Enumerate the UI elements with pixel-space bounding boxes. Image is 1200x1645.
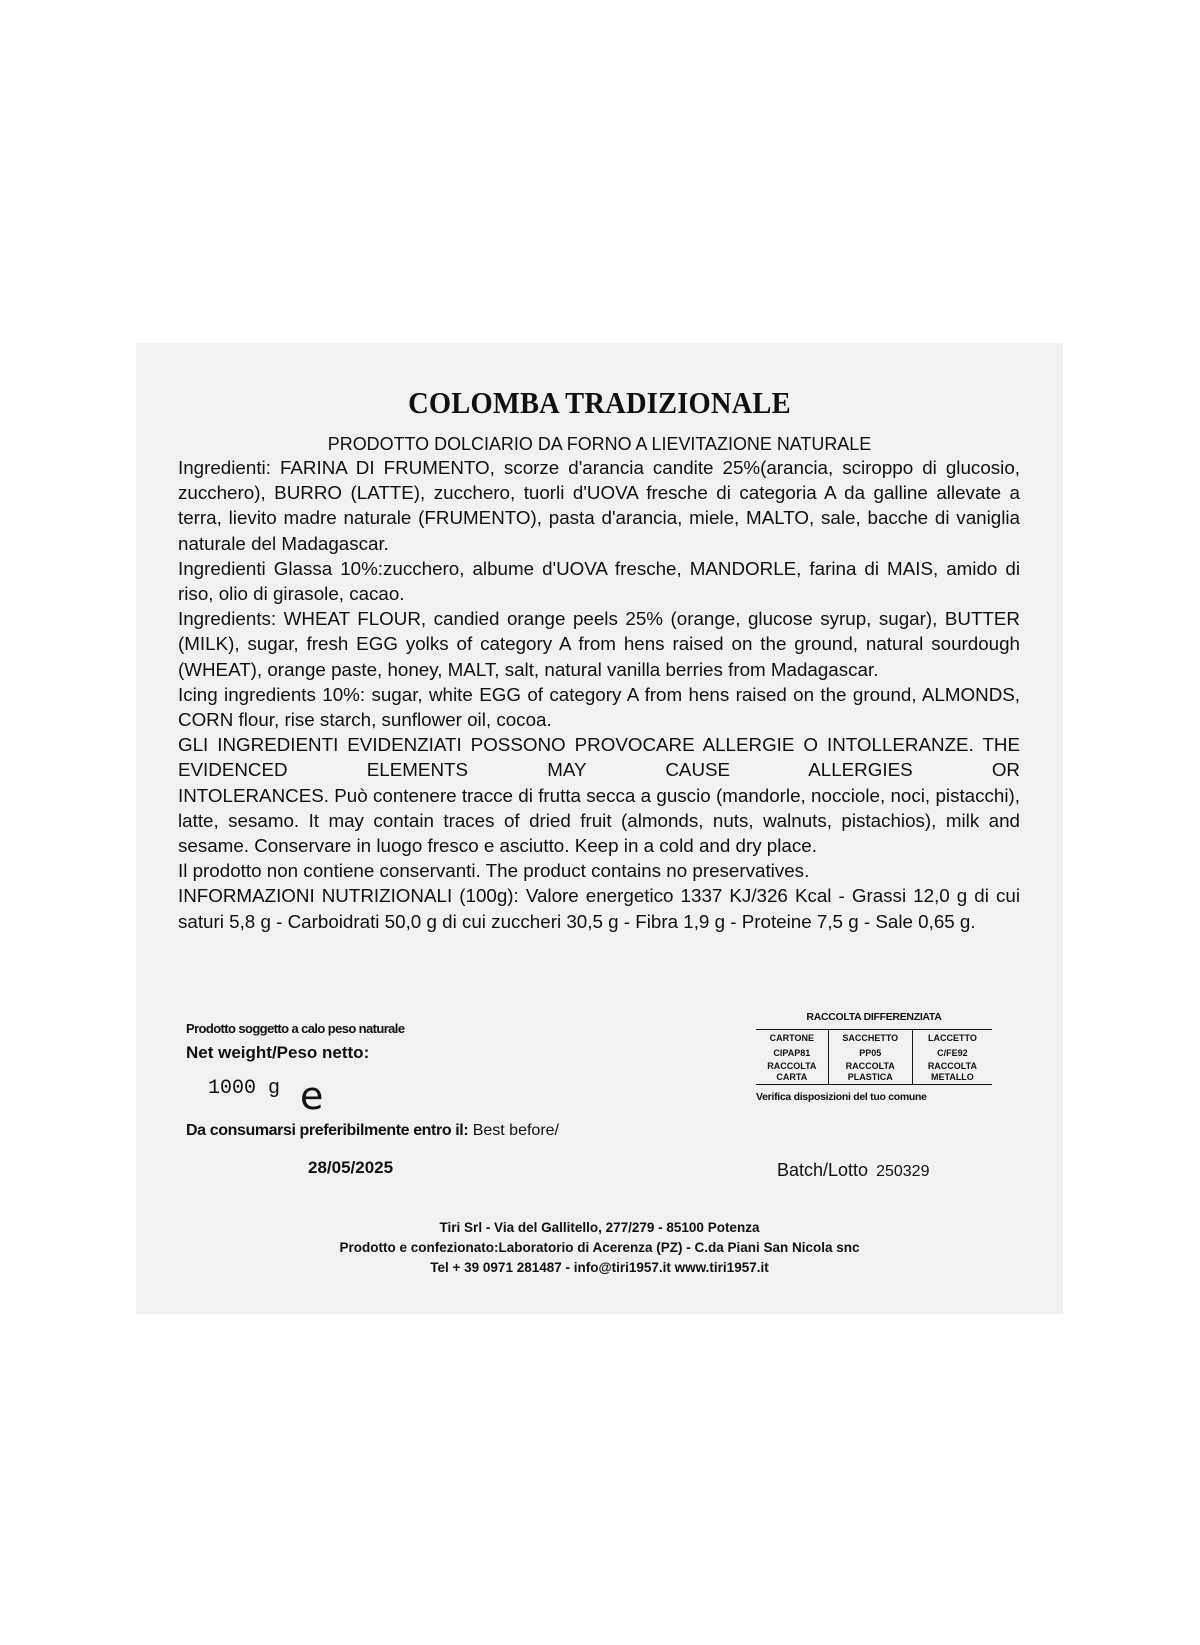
recycling-cell: PP05: [828, 1047, 912, 1060]
best-before-label-en: Best before/: [472, 1122, 559, 1139]
company-contacts: Tel + 39 0971 281487 - info@tiri1957.it www.tiri1957.it: [430, 1260, 769, 1275]
ingredients-en: Ingredients: WHEAT FLOUR, candied orange peels 25% (orange, glucose syrup, sugar), BUTTER (MILK), sugar, fresh EGG yolks of category A from hens raised on the ground, natural sourdough (WHEAT), orange paste, honey, MALT, salt, natural vanilla berries from Madagascar.: [178, 608, 1020, 680]
icing-ingredients-en: Icing ingredients 10%: sugar, white EGG of category A from hens raised on the ground, ALMONDS, CORN flour, rise starch, sunflower oil, cocoa.: [178, 683, 1020, 731]
company-lab: Prodotto e confezionato:Laboratorio di Acerenza (PZ) - C.da Piani San Nicola snc: [339, 1240, 860, 1255]
ingredients-it: Ingredienti: FARINA DI FRUMENTO, scorze d'arancia candite 25%(arancia, sciroppo di glucosio, zucchero), BURRO (LATTE), zucchero, tuorli d'UOVA fresche di categoria A da galline allevate a terra, lievito madre naturale (FRUMENTO), pasta d'arancia, miele, MALTO, sale, bacche di vaniglia naturale del Madagascar.: [178, 457, 1020, 554]
product-subtitle: PRODOTTO DOLCIARIO DA FORNO A LIEVITAZIONE NATURALE: [327, 433, 872, 454]
recycling-cell: SACCHETTO: [828, 1030, 912, 1048]
company-address: Tiri Srl - Via del Gallitello, 277/279 - 85100 Potenza: [439, 1220, 760, 1235]
batch-label: Batch/Lotto: [777, 1160, 869, 1180]
nutrition-values: Valore energetico 1337 KJ/326 Kcal - Grassi 12,0 g di cui saturi 5,8 g - Carboidrati 50,0 g di cui zuccheri 30,5 g - Fibra 1,9 g - Proteine 7,5 g - Sale 0,65 g.: [178, 885, 1021, 932]
nutrition-info: [178, 883, 1020, 933]
recycling-cell: C/FE92: [912, 1047, 992, 1060]
recycling-cell: RACCOLTA PLASTICA: [828, 1060, 912, 1085]
recycling-cell: CIPAP81: [773, 1048, 811, 1058]
recycling-cell: CARTONE: [756, 1030, 828, 1048]
recycling-footer: Verifica disposizioni del tuo comune: [756, 1091, 927, 1103]
best-before-label-it: Da consumarsi preferibilmente entro il:: [186, 1122, 469, 1139]
recycling-title: RACCOLTA DIFFERENZIATA: [806, 1011, 942, 1023]
recycling-row: [756, 1047, 992, 1060]
weight-loss-note: Prodotto soggetto a calo peso naturale: [186, 1021, 405, 1036]
batch-value: 250329: [876, 1163, 930, 1180]
company-info: [136, 1218, 1063, 1278]
glaze-ingredients-it: Ingredienti Glassa 10%:zucchero, albume d'UOVA fresche, MANDORLE, farina di MAIS, amido di riso, olio di girasole, cacao.: [178, 557, 1020, 605]
recycling-cell: RACCOLTA CARTA: [756, 1060, 828, 1085]
batch-info: [777, 1160, 929, 1181]
preservatives-note: Il prodotto non contiene conservanti. The product contains no preservatives.: [178, 860, 810, 882]
best-before-line: [186, 1122, 559, 1140]
best-before-date: 28/05/2025: [308, 1158, 394, 1177]
net-weight-label: Net weight/Peso netto:: [186, 1043, 370, 1062]
allergens-heading: GLI INGREDIENTI EVIDENZIATI POSSONO PROVOCARE ALLERGIE O INTOLLERANZE. THE EVIDENCED ELEMENTS MAY CAUSE ALLERGIES OR: [178, 734, 1020, 781]
label-body: [178, 455, 1020, 934]
allergens-text: INTOLERANCES. Può contenere tracce di frutta secca a guscio (mandorle, nocciole, noci, pistacchi), latte, sesamo. It may contain traces of dried fruit (almonds, nuts, walnuts, pistachios), milk and sesame. Conservare in luogo fresco e asciutto. Keep in a cold and dry place.: [178, 784, 1020, 857]
recycling-row: [756, 1060, 992, 1085]
product-title: COLOMBA TRADIZIONALE: [408, 385, 791, 420]
recycling-info: [756, 1011, 992, 1103]
nutrition-label: INFORMAZIONI NUTRIZIONALI (100g):: [178, 885, 519, 907]
estimated-sign-icon: e: [300, 1074, 324, 1118]
net-weight-value: 1000 g: [208, 1077, 281, 1100]
recycling-row: [756, 1030, 992, 1048]
recycling-cell: RACCOLTA METALLO: [912, 1060, 992, 1085]
recycling-table: [756, 1029, 992, 1085]
recycling-cell: LACCETTO: [912, 1030, 992, 1048]
product-label: [136, 343, 1063, 1314]
